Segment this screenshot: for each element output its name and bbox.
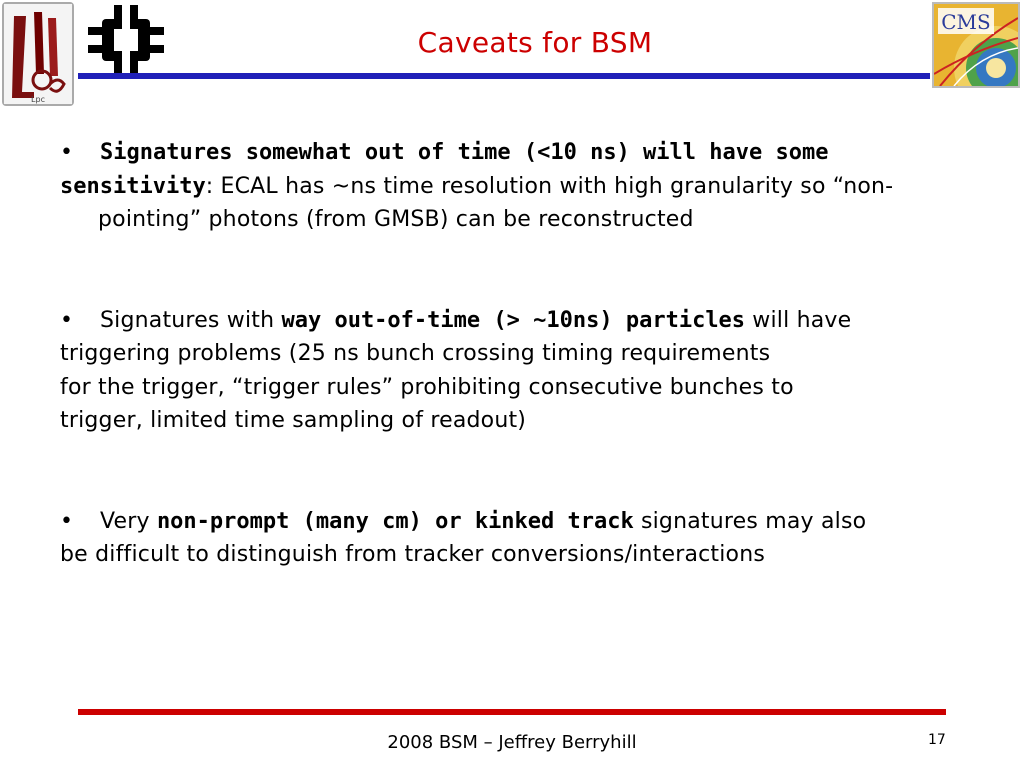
bullet-2-pre: Signatures with — [100, 307, 282, 333]
bullet-1-bold-sensitivity: sensitivity — [60, 173, 206, 199]
bullet-dot: • — [60, 140, 74, 165]
bullet-1-bold-lead: Signatures somewhat out of time (<10 ns) will have some — [100, 140, 829, 165]
bullet-1-continuation: pointing” photons (from GMSB) can be reconstructed — [98, 207, 694, 232]
slide-title: Caveats for BSM — [417, 26, 653, 59]
bullet-2-line-2: triggering problems (25 ns bunch crossing timing requirements — [60, 341, 771, 366]
lpc-logo-text: Lpc — [31, 95, 45, 104]
bullet-3-line-2: be difficult to distinguish from tracker conversions/interactions — [60, 542, 766, 567]
bullet-dot: • — [60, 307, 74, 333]
bullet-item-1 — [60, 136, 1010, 237]
bullet-item-3 — [60, 505, 1010, 572]
bullet-1-text: : ECAL has ~ns time resolution with high granularity so “non- — [205, 173, 894, 199]
footer-credit: 2008 BSM – Jeffrey Berryhill — [387, 732, 637, 753]
bullet-2-post: will have — [745, 307, 852, 333]
bullet-3-pre: Very — [100, 508, 157, 534]
title-divider — [78, 73, 930, 79]
cms-logo-text: CMS — [941, 10, 991, 34]
bullet-2-line-3: for the trigger, “trigger rules” prohibiting consecutive bunches to — [60, 374, 794, 400]
bullet-3-post: signatures may also — [633, 508, 867, 534]
bullet-2-bold: way out-of-time (> ~10ns) particles — [281, 307, 746, 333]
slide-body — [60, 136, 1010, 572]
bullet-dot: • — [60, 508, 74, 534]
bullet-item-2 — [60, 304, 1010, 438]
bullet-3-bold: non-prompt (many cm) or kinked track — [156, 508, 634, 534]
footer-divider — [78, 709, 946, 715]
page-number: 17 — [928, 732, 946, 748]
bullet-2-line-4: trigger, limited time sampling of readout) — [60, 408, 527, 433]
